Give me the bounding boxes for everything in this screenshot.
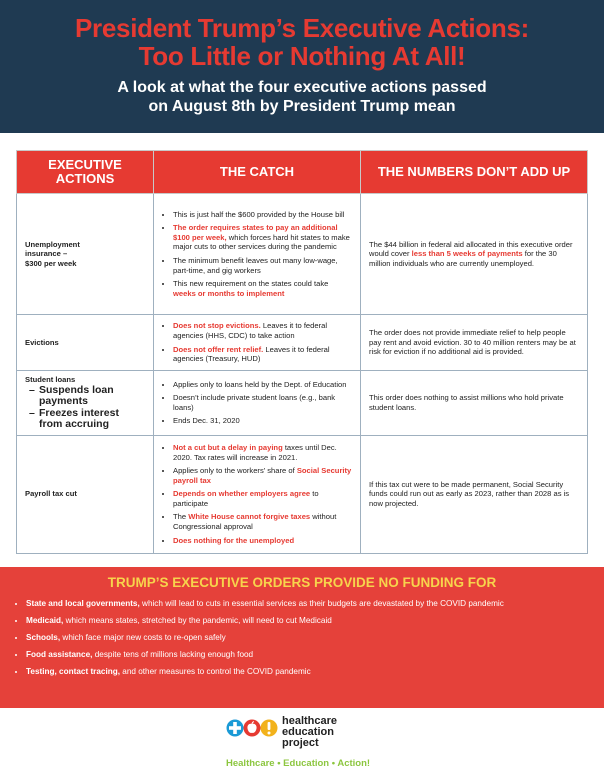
list-item: • Not a cut but a delay in paying taxes until Dec. 2020. Tax rates will increase in 2021. (173, 443, 352, 462)
header-the-catch: THE CATCH (154, 151, 361, 194)
list-item: • Applies only to the workers’ share of Social Security payroll tax (173, 466, 352, 485)
subtitle-line-2: on August 8th by President Trump mean (148, 98, 456, 115)
list-item: • The minimum benefit leaves out many low-wage, part-time, and gig workers (173, 256, 352, 275)
list-item: • This new requirement on the states could take weeks or months to implement (173, 279, 352, 298)
table-row-unemployment (17, 194, 588, 315)
catch-evictions (154, 315, 361, 371)
no-funding-banner (0, 567, 604, 708)
list-item: • Doesn’t include private student loans (e.g., bank loans) (173, 393, 352, 412)
list-item: • Ends Dec. 31, 2020 (173, 416, 352, 426)
action-unemployment: Unemployment insurance – $300 per week (17, 194, 154, 315)
list-item: • Does nothing for the unemployed (173, 536, 352, 546)
banner-title: TRUMP’S EXECUTIVE ORDERS PROVIDE NO FUNDING FOR (107, 575, 497, 590)
list-item: • Schools, which face major new costs to re-open safely (26, 633, 590, 643)
logo-tagline: Healthcare • Education • Action! (226, 758, 371, 769)
logo-name: healthcare education project (282, 715, 338, 749)
list-item: • State and local governments, which will lead to cuts in essential services as their budgets are devastated by the COVID pandemic (26, 599, 590, 609)
list-item: • Does not offer rent relief. Leaves it to federal agencies (Treasury, HUD) (173, 345, 352, 364)
numbers-evictions: The order does not provide immediate relief to help people pay rent and avoid eviction. 30 to 40 million renters may be at risk for eviction if no additional aid is provided. (361, 315, 588, 371)
list-item: • Food assistance, despite tens of millions lacking enough food (26, 650, 590, 660)
list-item: • Does not stop evictions. Leaves it to federal agencies (HHS, CDC) to take action (173, 321, 352, 340)
table-header-row (17, 151, 588, 194)
page-header (0, 0, 604, 133)
catch-unemployment (154, 194, 361, 315)
page-title (0, 0, 604, 70)
list-item: • Medicaid, which means states, stretched by the pandemic, will need to cut Medicaid (26, 616, 590, 626)
numbers-unemployment: The $44 billion in federal aid allocated in this executive order would cover less than 5 weeks of payments for the 30 million individuals who are currently unemployed. (361, 194, 588, 315)
executive-actions-table (16, 150, 588, 554)
subtitle-line-1: A look at what the four executive actions passed (117, 79, 487, 96)
list-item: • Depends on whether employers agree to participate (173, 489, 352, 508)
medical-cross-icon (227, 720, 244, 737)
list-item: • The order requires states to pay an additional $100 per week, which forces hard hit states to make major cuts to other services during the pandemic (173, 223, 352, 252)
action-evictions: Evictions (17, 315, 154, 371)
action-payroll-tax: Payroll tax cut (17, 435, 154, 553)
hep-logo (226, 714, 426, 776)
table-row-payroll-tax (17, 435, 588, 553)
exclamation-icon (261, 720, 278, 737)
list-item: • This is just half the $600 provided by the House bill (173, 210, 352, 220)
no-funding-list (0, 599, 604, 677)
list-item: • Testing, contact tracing, and other measures to control the COVID pandemic (26, 667, 590, 677)
table-row-evictions (17, 315, 588, 371)
list-item: • The White House cannot forgive taxes without Congressional approval (173, 512, 352, 531)
list-item: • Applies only to loans held by the Dept. of Education (173, 380, 352, 390)
header-numbers: THE NUMBERS DON’T ADD UP (361, 151, 588, 194)
list-item: – Freezes interest from accruing (29, 408, 145, 431)
table-row-student-loans (17, 371, 588, 436)
catch-payroll-tax (154, 435, 361, 553)
action-student-loans: Student loans – Suspends loan payments – Freezes interest from accruing (17, 371, 154, 436)
header-executive-actions: EXECUTIVE ACTIONS (17, 151, 154, 194)
numbers-student-loans: This order does nothing to assist millions who hold private student loans. (361, 371, 588, 436)
numbers-payroll-tax: If this tax cut were to be made permanent, Social Security funds could run out as early as 2023, rather than 2028 as is now projected. (361, 435, 588, 553)
catch-student-loans (154, 371, 361, 436)
page-subtitle (0, 78, 604, 116)
list-item: – Suspends loan payments (29, 385, 145, 408)
title-line-2: Too Little or Nothing At All! (138, 41, 466, 71)
logo-icons (226, 718, 278, 738)
apple-icon (244, 720, 261, 737)
title-line-1: President Trump’s Executive Actions: (75, 13, 529, 43)
